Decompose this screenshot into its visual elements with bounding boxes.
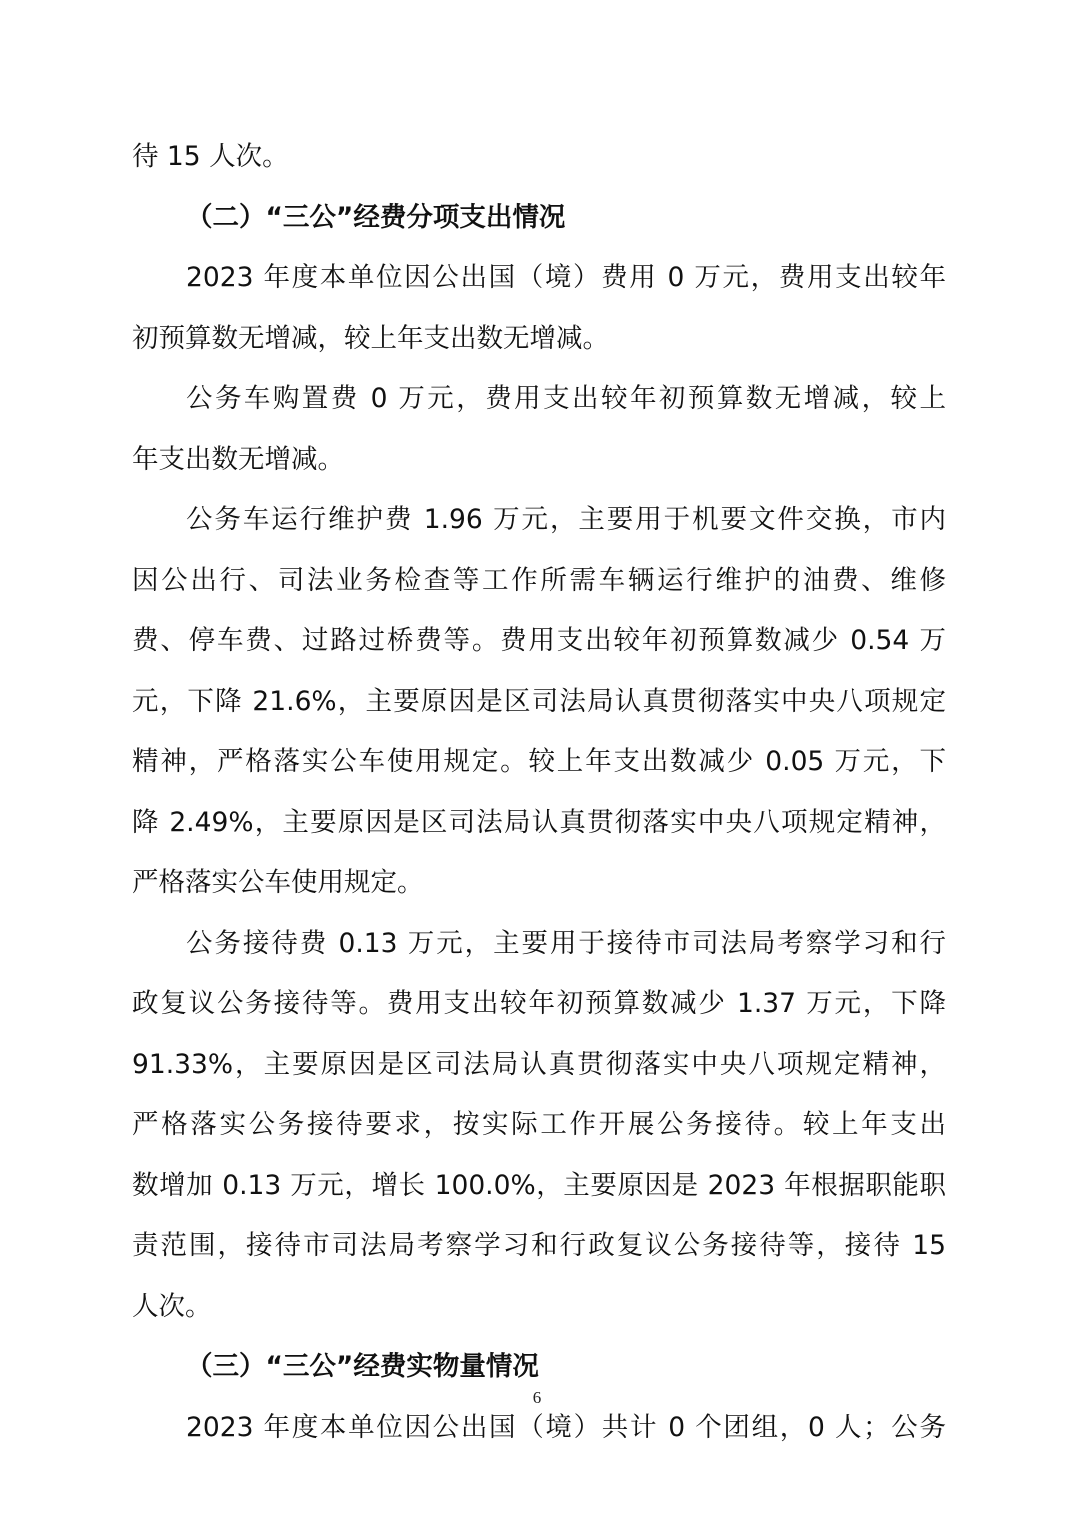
- text-line: 降 2.49%，主要原因是区司法局认真贯彻落实中央八项规定精神，: [132, 806, 946, 838]
- paragraph-vehicle-purchase: [132, 369, 946, 490]
- text-line: 2023 年度本单位因公出国（境）共计 0 个团组，0 人；公务: [186, 1411, 946, 1443]
- text-line: 数增加 0.13 万元，增长 100.0%，主要原因是 2023 年根据职能职: [132, 1169, 946, 1201]
- text-line: 2023 年度本单位因公出国（境）费用 0 万元，费用支出较年: [186, 262, 946, 293]
- section-heading-3: （三）“三公”经费实物量情况: [186, 1351, 539, 1382]
- text-line: 严格落实公车使用规定。: [132, 867, 424, 898]
- text-line: 年支出数无增减。: [132, 443, 344, 475]
- text-line: 严格落实公务接待要求，按实际工作开展公务接待。较上年支出: [132, 1109, 946, 1140]
- text-line: 精神，严格落实公车使用规定。较上年支出数减少 0.05 万元，下: [132, 746, 946, 777]
- document-body: [132, 127, 946, 1458]
- text-line: 初预算数无增减，较上年支出数无增减。: [132, 322, 609, 354]
- text-line: 待 15 人次。: [132, 141, 289, 172]
- text-line: 责范围，接待市司法局考察学习和行政复议公务接待等，接待 15: [132, 1230, 946, 1261]
- text-line: 人次。: [132, 1290, 212, 1322]
- paragraph-vehicle-maintenance: [132, 490, 946, 914]
- text-line: 因公出行、司法业务检查等工作所需车辆运行维护的油费、维修: [132, 564, 946, 596]
- text-line: 公务车购置费 0 万元，费用支出较年初预算数无增减，较上: [186, 383, 946, 414]
- text-line: 政复议公务接待等。费用支出较年初预算数减少 1.37 万元，下降: [132, 988, 946, 1019]
- text-line: 91.33%，主要原因是区司法局认真贯彻落实中央八项规定精神，: [132, 1048, 946, 1080]
- paragraph-official-reception: [132, 914, 946, 1338]
- text-line: 元，下降 21.6%，主要原因是区司法局认真贯彻落实中央八项规定: [132, 685, 946, 717]
- text-line: 费、停车费、过路过桥费等。费用支出较年初预算数减少 0.54 万: [132, 625, 946, 656]
- page-number: 6: [532, 1388, 542, 1407]
- paragraph-abroad-expense: [132, 248, 946, 369]
- text-line: 公务接待费 0.13 万元，主要用于接待市司法局考察学习和行: [186, 927, 946, 959]
- text-line: 公务车运行维护费 1.96 万元，主要用于机要文件交换，市内: [186, 504, 946, 535]
- section-heading-2: （二）“三公”经费分项支出情况: [186, 201, 566, 233]
